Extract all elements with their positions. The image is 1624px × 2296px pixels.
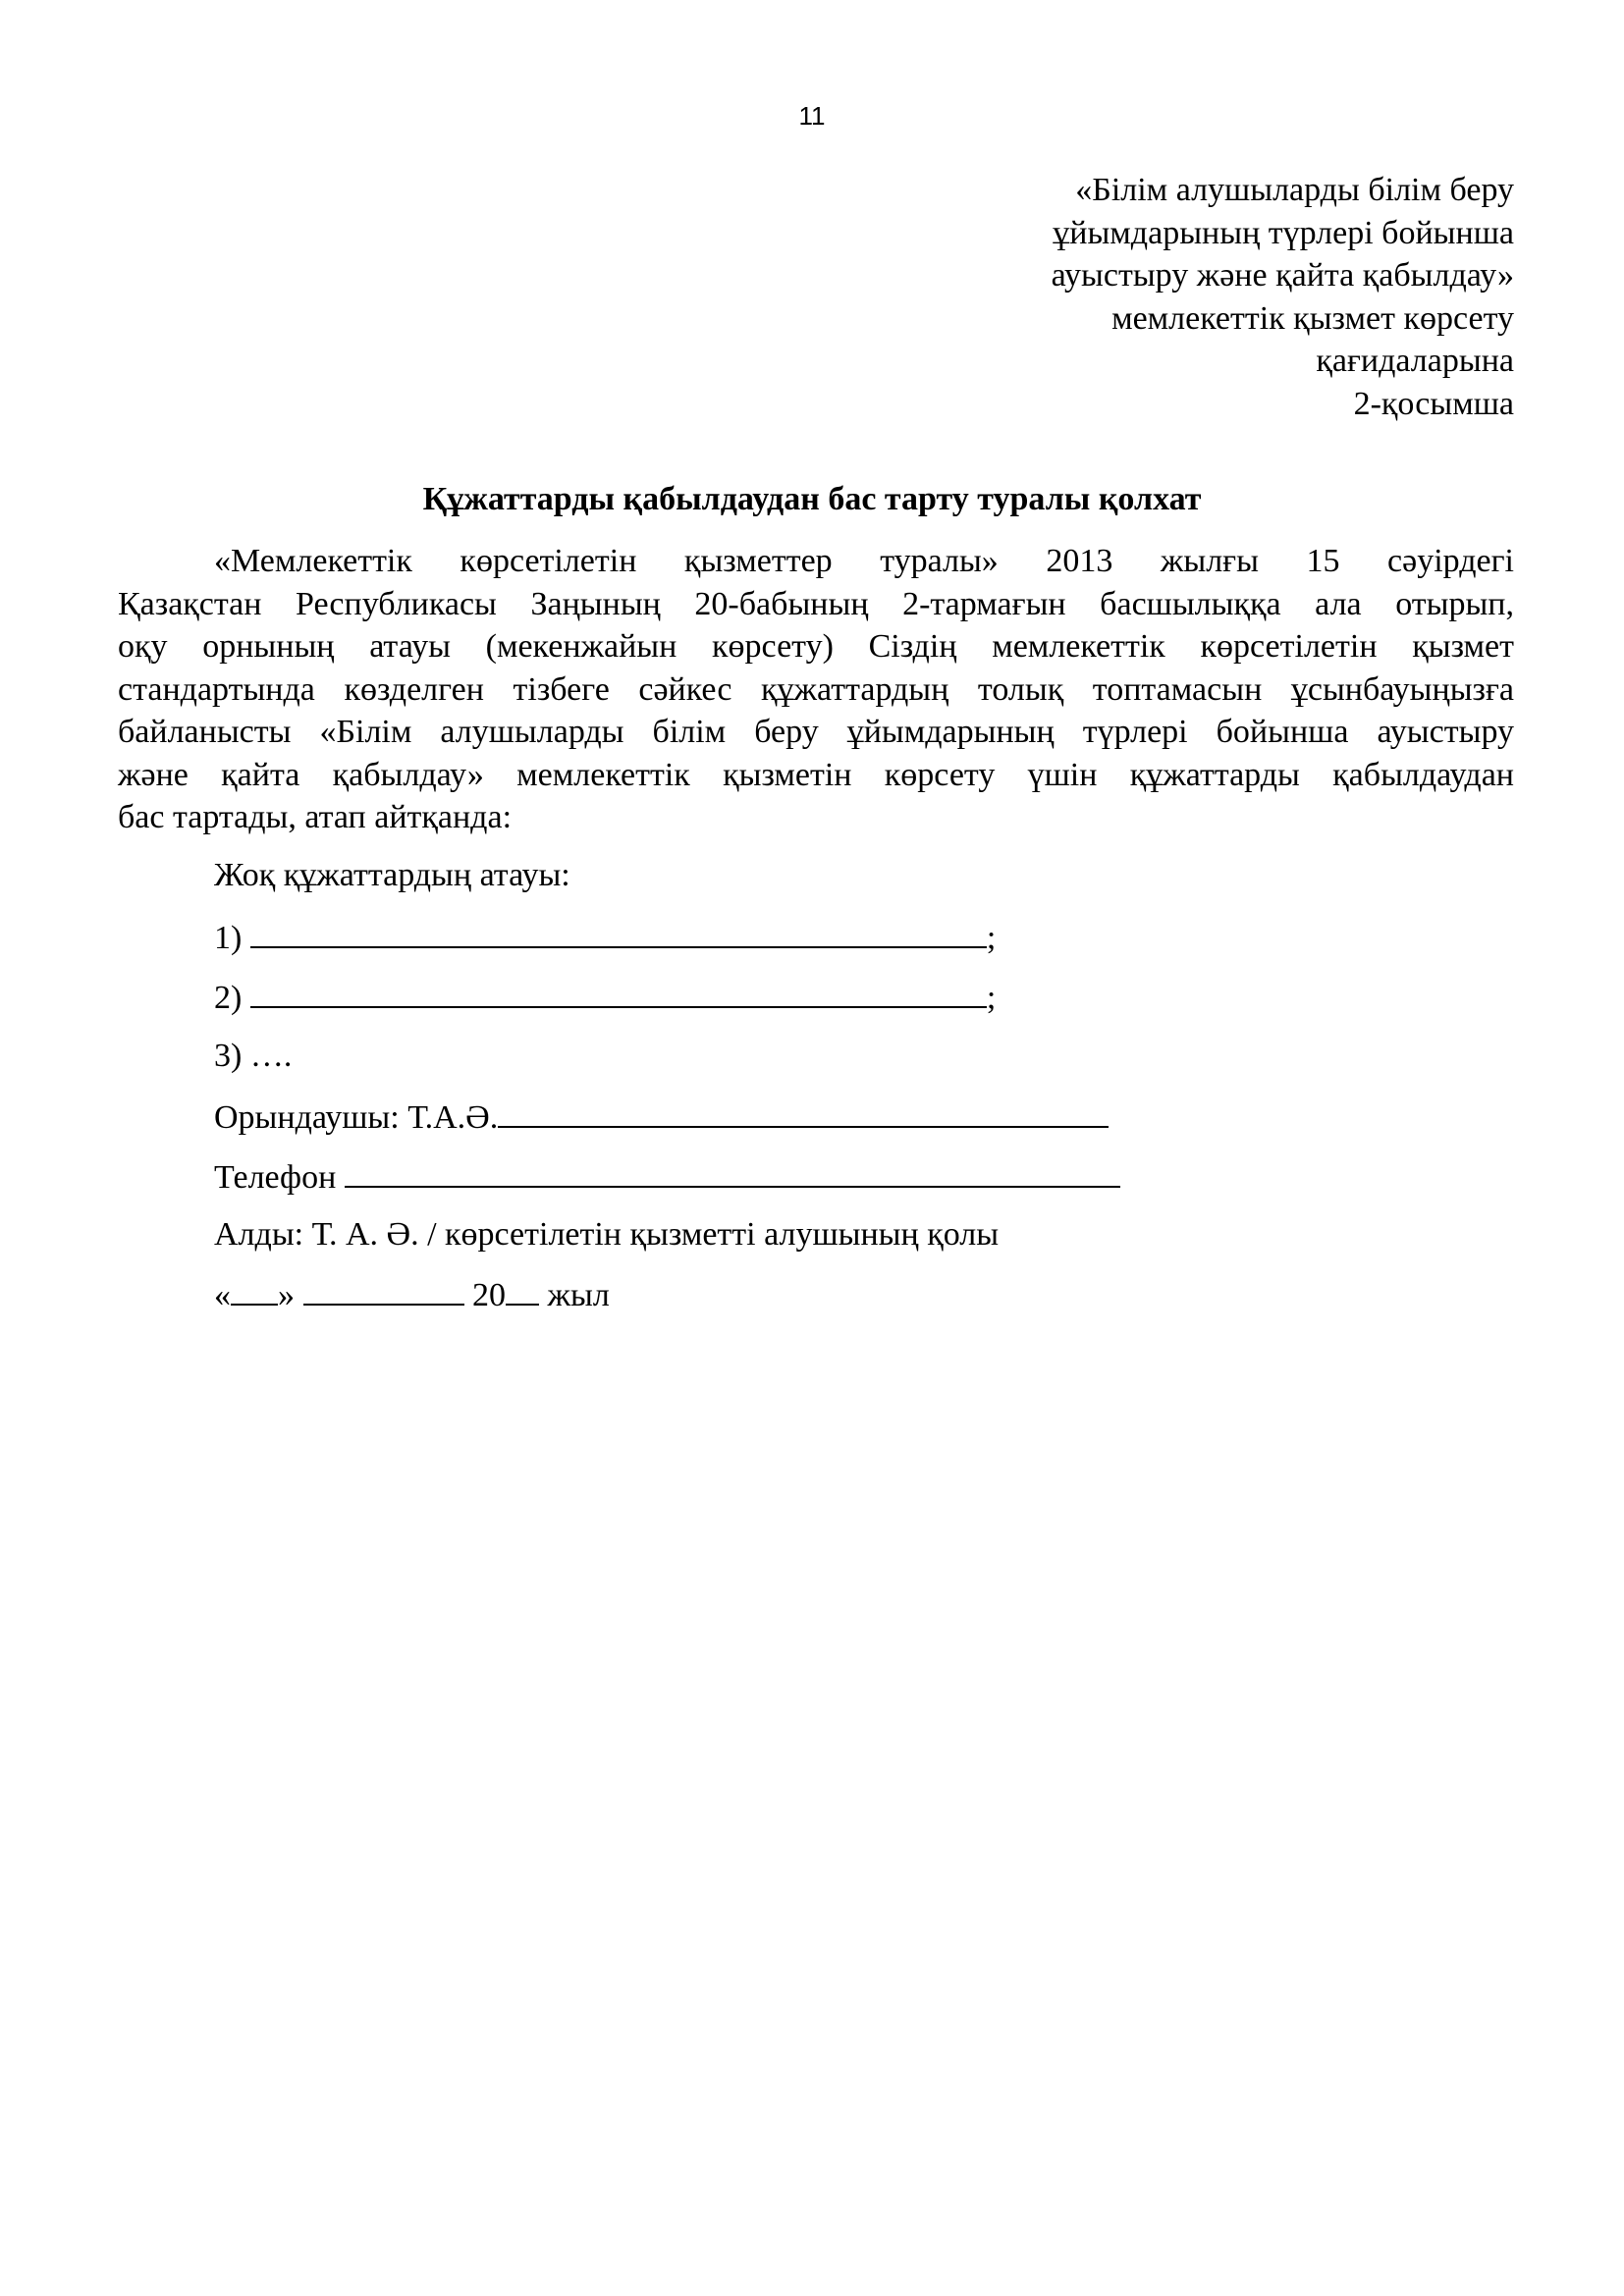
body-line: стандартында көзделген тізбеге сәйкес құжаттардың толық топтамасын ұсынбауыңызға	[118, 670, 1514, 708]
missing-doc-item-1	[214, 917, 996, 958]
missing-docs-heading: Жоқ құжаттардың атауы:	[214, 857, 570, 893]
date-year-suffix: жыл	[547, 1277, 610, 1313]
body-line: оқу орнының атауы (мекенжайын көрсету) Сіздің мемлекеттік көрсетілетін қызмет	[118, 628, 1514, 665]
body-line: Қазақстан Республикасы Заңының 20-бабының 2-тармағын басшылыққа ала отырып,	[118, 585, 1514, 622]
missing-doc-blank-1[interactable]	[250, 917, 987, 948]
phone-field	[214, 1156, 1120, 1198]
date-open-quote: «	[214, 1277, 231, 1313]
date-field	[214, 1274, 610, 1315]
date-year-blank[interactable]	[506, 1274, 539, 1306]
appendix-reference-line: ауыстыру және қайта қабылдау»	[1051, 257, 1514, 294]
executor-blank[interactable]	[498, 1096, 1109, 1128]
appendix-reference-line: қағидаларына	[1316, 343, 1514, 380]
item-number: 1)	[214, 920, 243, 956]
phone-blank[interactable]	[345, 1156, 1120, 1188]
document-title: Құжаттарды қабылдаудан бас тарту туралы қолхат	[422, 481, 1202, 517]
body-line: «Мемлекеттік көрсетілетін қызметтер туралы» 2013 жылғы 15 сәуірдегі	[214, 543, 1514, 579]
item-end: ;	[986, 980, 997, 1016]
page-number: 11	[798, 101, 826, 131]
missing-doc-item-2	[214, 977, 996, 1018]
appendix-reference-line: ұйымдарының түрлері бойынша	[1053, 214, 1514, 251]
date-close-quote: »	[278, 1277, 295, 1313]
date-month-blank[interactable]	[303, 1274, 464, 1306]
executor-label: Орындаушы: Т.А.Ә.	[214, 1099, 499, 1136]
item-number: 2)	[214, 980, 243, 1016]
missing-doc-item-3: 3) ….	[214, 1038, 293, 1074]
received-by-label: Алды: Т. А. Ә. / көрсетілетін қызметті алушының қолы	[214, 1216, 1000, 1253]
phone-label: Телефон	[214, 1159, 337, 1196]
appendix-reference-line: 2-қосымша	[1353, 385, 1514, 422]
date-year-prefix: 20	[472, 1277, 506, 1313]
body-line: байланысты «Білім алушыларды білім беру ұйымдарының түрлері бойынша ауыстыру	[118, 714, 1514, 750]
date-day-blank[interactable]	[231, 1274, 278, 1306]
body-line: және қайта қабылдау» мемлекеттік қызметін көрсету үшін құжаттарды қабылдаудан	[118, 756, 1514, 793]
appendix-reference-line: «Білім алушыларды білім беру	[1075, 172, 1514, 208]
body-paragraph	[118, 540, 1514, 839]
executor-field	[214, 1096, 1109, 1138]
item-end: ;	[986, 920, 997, 956]
appendix-reference-line: мемлекеттік қызмет көрсету	[1111, 299, 1514, 337]
missing-doc-blank-2[interactable]	[250, 977, 987, 1008]
appendix-reference	[827, 169, 1514, 426]
body-line: бас тартады, атап айтқанда:	[118, 799, 513, 835]
